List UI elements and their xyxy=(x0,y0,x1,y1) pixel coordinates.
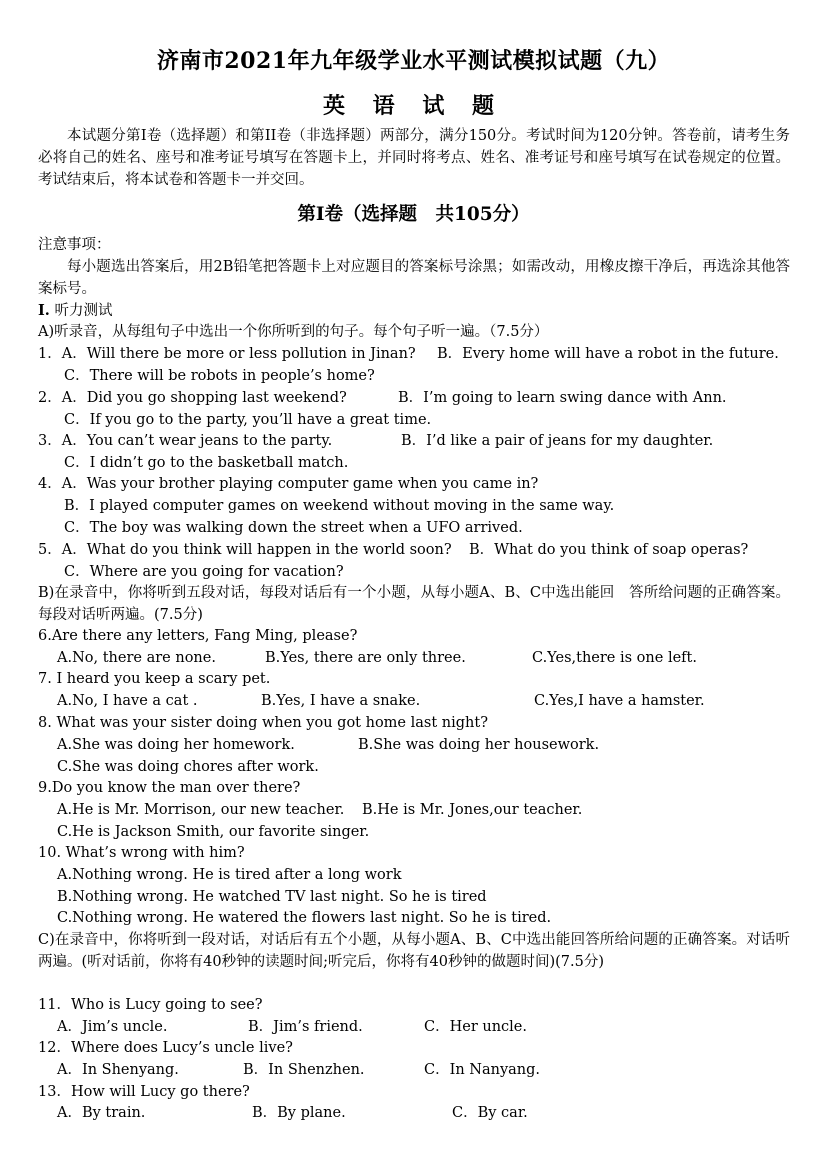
section-title: 听力测试 xyxy=(54,303,113,319)
q9-option-a: A.He is Mr. Morrison, our new teacher. xyxy=(57,802,345,818)
exam-intro: 本试题分第I卷（选择题）和第II卷（非选择题）两部分，满分150分。考试时间为120分钟。答卷前，请考生务必将自己的姓名、座号和准考证号填写在答题卡上，并同时将考点、姓名、准考证号和座号填写在试卷规定的位置。考试结束后，将本试卷和答题卡一并交回。 xyxy=(38,128,790,188)
q5-option-b: B．What do you think of soap operas? xyxy=(469,542,749,558)
q1-option-b: B．Every home will have a robot in the future. xyxy=(437,346,779,362)
q12-option-b: B．In Shenzhen. xyxy=(243,1062,365,1078)
q1-option-a: 1．A．Will there be more or less pollution in Jinan? xyxy=(38,346,416,362)
q6-stem: 6.Are there any letters, Fang Ming, please? xyxy=(38,628,358,644)
q5-option-c: C．Where are you going for vacation? xyxy=(64,564,344,580)
q1-option-c: C．There will be robots in people’s home? xyxy=(64,368,375,384)
q5-option-a: 5．A．What do you think will happen in the world soon? xyxy=(38,542,452,558)
section-number: I. xyxy=(38,302,50,319)
notice-label: 注意事项： xyxy=(38,237,111,253)
section-b-instruction: B)在录音中，你将听到五段对话，每段对话后有一个小题，从每小题A、B、C中选出能回 答所给问题的正确答案。每段对话听两遍。(7.5分) xyxy=(38,585,790,623)
q7-option-c: C.Yes,I have a hamster. xyxy=(534,693,705,709)
q8-option-a: A.She was doing her homework. xyxy=(57,737,295,753)
q7-option-a: A.No, I have a cat . xyxy=(57,693,198,709)
q11-option-b: B．Jim’s friend. xyxy=(248,1019,363,1035)
section-heading xyxy=(38,300,112,323)
q2-option-b: B．I’m going to learn swing dance with Ann. xyxy=(398,390,727,406)
q9-stem: 9.Do you know the man over there? xyxy=(38,780,301,796)
q8-stem: 8. What was your sister doing when you got home last night? xyxy=(38,715,488,731)
q10-option-b: B.Nothing wrong. He watched TV last night. So he is tired xyxy=(57,889,487,905)
q11-option-c: C．Her uncle. xyxy=(424,1019,527,1035)
q3-option-b: B．I’d like a pair of jeans for my daughter. xyxy=(401,433,714,449)
section-c-instruction: C)在录音中，你将听到一段对话，对话后有五个小题，从每小题A、B、C中选出能回答所给问题的正确答案。对话听两遍。(听对话前，你将有40秒钟的读题时间;听完后，你将有40秒钟的做题时间)(7.5分) xyxy=(38,932,790,970)
q6-option-a: A.No, there are none. xyxy=(57,650,216,666)
exam-title: 济南市2021年九年级学业水平测试模拟试题（九） xyxy=(156,48,671,74)
q12-option-a: A．In Shenyang. xyxy=(57,1062,179,1078)
q11-stem: 11．Who is Lucy going to see? xyxy=(38,997,263,1013)
q10-option-a: A.Nothing wrong. He is tired after a long work xyxy=(57,867,402,883)
q7-stem: 7. I heard you keep a scary pet. xyxy=(38,671,271,687)
q12-stem: 12．Where does Lucy’s uncle live? xyxy=(38,1040,293,1056)
q9-option-c: C.He is Jackson Smith, our favorite singer. xyxy=(57,824,370,840)
q8-option-b: B.She was doing her housework. xyxy=(358,737,600,753)
q13-stem: 13．How will Lucy go there? xyxy=(38,1084,250,1100)
q7-option-b: B.Yes, I have a snake. xyxy=(261,693,421,709)
q2-option-c: C．If you go to the party, you’ll have a great time. xyxy=(64,412,432,428)
q9-option-b: B.He is Mr. Jones,our teacher. xyxy=(362,802,583,818)
q3-option-a: 3．A．You can’t wear jeans to the party. xyxy=(38,433,333,449)
part1-heading: 第I卷（选择题 共105分） xyxy=(297,204,530,225)
q4-option-a: 4．A．Was your brother playing computer game when you came in? xyxy=(38,476,539,492)
exam-subtitle: 英 语 试 题 xyxy=(323,93,504,119)
q3-option-c: C．I didn’t go to the basketball match. xyxy=(64,455,349,471)
q4-option-c: C．The boy was walking down the street when a UFO arrived. xyxy=(64,520,523,536)
q8-option-c: C.She was doing chores after work. xyxy=(57,759,319,775)
section-a-instruction: A)听录音，从每组句子中选出一个你所听到的句子。每个句子听一遍。（7.5分） xyxy=(38,324,549,340)
q4-option-b: B．I played computer games on weekend without moving in the same way. xyxy=(64,498,615,514)
q13-option-b: B．By plane. xyxy=(252,1105,346,1121)
notice-text: 每小题选出答案后，用2B铅笔把答题卡上对应题目的答案标号涂黑；如需改动，用橡皮擦干净后，再选涂其他答案标号。 xyxy=(38,259,790,297)
q6-option-c: C.Yes,there is one left. xyxy=(532,650,697,666)
q13-option-a: A．By train. xyxy=(57,1105,146,1121)
q10-option-c: C.Nothing wrong. He watered the flowers last night. So he is tired. xyxy=(57,910,552,926)
q13-option-c: C．By car. xyxy=(452,1105,528,1121)
q12-option-c: C．In Nanyang. xyxy=(424,1062,541,1078)
q2-option-a: 2．A．Did you go shopping last weekend? xyxy=(38,390,347,406)
q10-stem: 10. What’s wrong with him? xyxy=(38,845,245,861)
q6-option-b: B.Yes, there are only three. xyxy=(265,650,466,666)
q11-option-a: A．Jim’s uncle. xyxy=(57,1019,168,1035)
